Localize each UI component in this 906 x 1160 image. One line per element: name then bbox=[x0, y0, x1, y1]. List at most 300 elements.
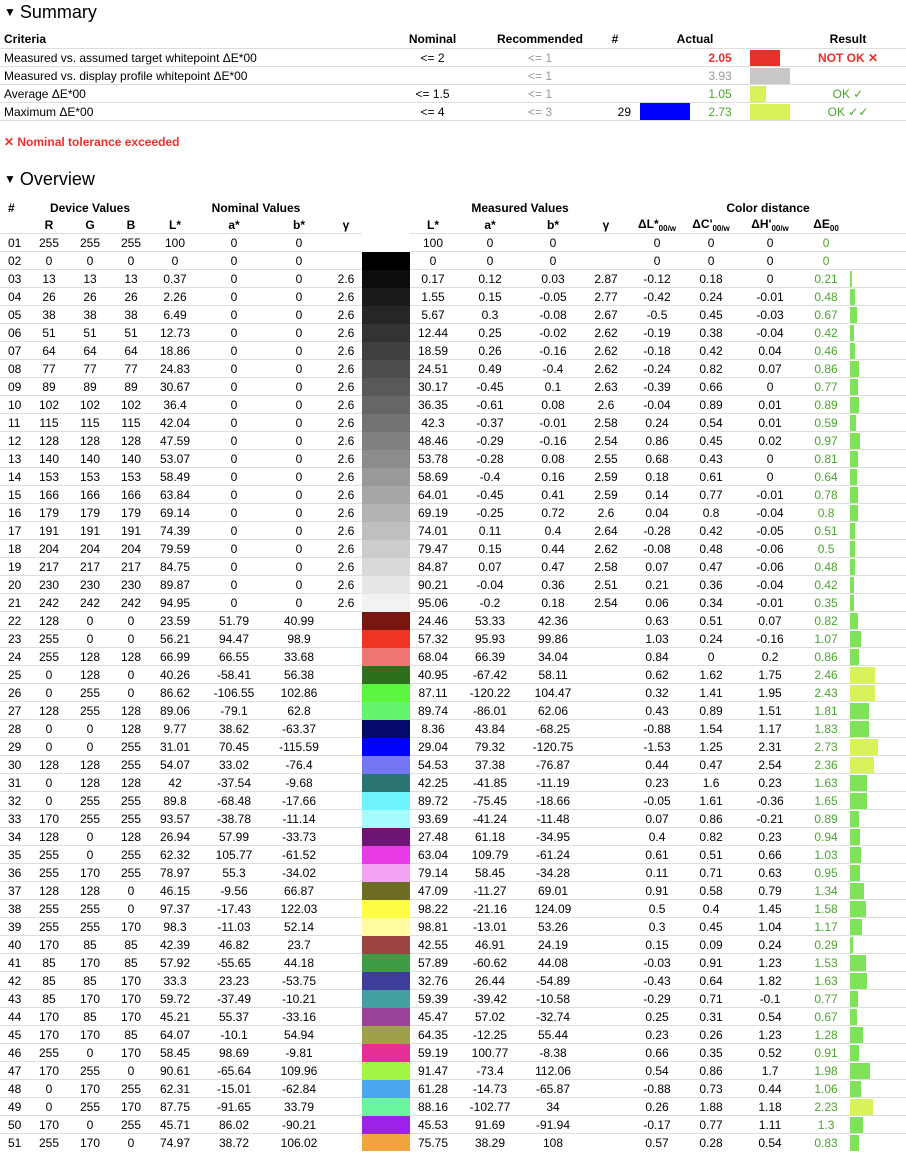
cell-r: 0 bbox=[30, 684, 68, 702]
cell-delta-h: 0.04 bbox=[738, 342, 802, 360]
cell-measured-l: 68.04 bbox=[410, 648, 456, 666]
cell-delta-h: 0.24 bbox=[738, 936, 802, 954]
cell-delta-e: 1.53 bbox=[802, 954, 850, 972]
delta-e-bar bbox=[850, 558, 906, 576]
delta-e-bar bbox=[850, 882, 906, 900]
cell-nominal-b: 44.18 bbox=[268, 954, 330, 972]
delta-e-bar-fill bbox=[850, 1099, 873, 1115]
delta-e-bar-fill bbox=[850, 847, 861, 863]
cell-num: 15 bbox=[0, 486, 30, 504]
cell-r: 255 bbox=[30, 630, 68, 648]
cell-measured-a: -39.42 bbox=[456, 990, 524, 1008]
overview-row bbox=[0, 486, 906, 504]
cell-nominal-a: 0 bbox=[200, 342, 268, 360]
cell-num: 17 bbox=[0, 522, 30, 540]
cell-measured-b: -11.19 bbox=[524, 774, 582, 792]
delta-h-header: $\Delta H'_{00/w}$ bbox=[751, 216, 789, 233]
cell-measured-a: 0 bbox=[456, 234, 524, 252]
cell-nominal-gamma bbox=[330, 792, 362, 810]
cell-nominal-gamma bbox=[330, 756, 362, 774]
cell-nominal-b: 0 bbox=[268, 540, 330, 558]
cell-r: 0 bbox=[30, 252, 68, 270]
cell-nominal-a: 0 bbox=[200, 594, 268, 612]
cell-num: 02 bbox=[0, 252, 30, 270]
cell-delta-e: 0.67 bbox=[802, 306, 850, 324]
cell-nominal-a: 0 bbox=[200, 378, 268, 396]
cell-measured-l: 63.04 bbox=[410, 846, 456, 864]
cell-g: 0 bbox=[68, 720, 112, 738]
cell-num: 23 bbox=[0, 630, 30, 648]
cell-nominal-a: 0 bbox=[200, 414, 268, 432]
cell-delta-e: 1.65 bbox=[802, 792, 850, 810]
cell-nominal-b: 0 bbox=[268, 270, 330, 288]
cell-nominal-a: -37.54 bbox=[200, 774, 268, 792]
cell-num: 31 bbox=[0, 774, 30, 792]
cell-swatch bbox=[362, 918, 410, 936]
cell-nominal-b: 23.7 bbox=[268, 936, 330, 954]
delta-e-bar bbox=[850, 270, 906, 288]
summary-actual: 3.93 bbox=[690, 67, 750, 85]
cell-swatch bbox=[362, 1098, 410, 1116]
summary-swatch-block bbox=[640, 85, 690, 103]
cell-delta-e: 1.83 bbox=[802, 720, 850, 738]
cell-g: 0 bbox=[68, 738, 112, 756]
cell-nominal-l: 59.72 bbox=[150, 990, 200, 1008]
cell-measured-a: 26.44 bbox=[456, 972, 524, 990]
summary-recommended: <= 1 bbox=[485, 85, 595, 103]
cell-delta-h: 1.04 bbox=[738, 918, 802, 936]
cell-measured-l: 57.32 bbox=[410, 630, 456, 648]
cell-measured-b: 0.41 bbox=[524, 486, 582, 504]
cell-measured-l: 42.3 bbox=[410, 414, 456, 432]
cell-delta-l: 0.24 bbox=[630, 414, 684, 432]
cell-num: 43 bbox=[0, 990, 30, 1008]
cell-delta-l: 0.3 bbox=[630, 918, 684, 936]
cell-delta-l: 0 bbox=[630, 252, 684, 270]
cell-measured-b: 0.36 bbox=[524, 576, 582, 594]
cell-nominal-gamma: 2.6 bbox=[330, 324, 362, 342]
cell-nominal-gamma bbox=[330, 720, 362, 738]
cell-delta-c: 0.71 bbox=[684, 864, 738, 882]
cell-delta-e: 0.42 bbox=[802, 324, 850, 342]
cell-nominal-l: 58.49 bbox=[150, 468, 200, 486]
cell-delta-h: 0.54 bbox=[738, 1134, 802, 1152]
delta-e-bar-fill bbox=[850, 1045, 859, 1061]
cell-measured-gamma bbox=[582, 720, 630, 738]
cell-nominal-b: 33.79 bbox=[268, 1098, 330, 1116]
cell-nominal-b: -34.02 bbox=[268, 864, 330, 882]
cell-swatch bbox=[362, 972, 410, 990]
cell-measured-l: 40.95 bbox=[410, 666, 456, 684]
cell-measured-l: 89.72 bbox=[410, 792, 456, 810]
cell-nominal-b: 0 bbox=[268, 306, 330, 324]
cell-swatch bbox=[362, 270, 410, 288]
cell-measured-a: -86.01 bbox=[456, 702, 524, 720]
cell-delta-c: 1.6 bbox=[684, 774, 738, 792]
g-header: G bbox=[85, 217, 95, 232]
cell-r: 255 bbox=[30, 234, 68, 252]
delta-e-bar-fill bbox=[850, 937, 853, 953]
cell-r: 128 bbox=[30, 756, 68, 774]
cell-b: 217 bbox=[112, 558, 150, 576]
delta-e-bar bbox=[850, 684, 906, 702]
cell-g: 255 bbox=[68, 792, 112, 810]
overview-row bbox=[0, 810, 906, 828]
cell-num: 46 bbox=[0, 1044, 30, 1062]
cell-nominal-b: -53.75 bbox=[268, 972, 330, 990]
cell-measured-b: 99.86 bbox=[524, 630, 582, 648]
cell-swatch bbox=[362, 612, 410, 630]
cell-nominal-a: 66.55 bbox=[200, 648, 268, 666]
cell-nominal-a: -68.48 bbox=[200, 792, 268, 810]
cell-measured-l: 12.44 bbox=[410, 324, 456, 342]
cell-measured-b: -91.94 bbox=[524, 1116, 582, 1134]
cell-b: 179 bbox=[112, 504, 150, 522]
cell-delta-l: 0.86 bbox=[630, 432, 684, 450]
cell-r: 242 bbox=[30, 594, 68, 612]
cell-g: 0 bbox=[68, 612, 112, 630]
delta-e-bar-fill bbox=[850, 631, 861, 647]
cell-nominal-l: 93.57 bbox=[150, 810, 200, 828]
summary-bar-fill bbox=[750, 86, 766, 102]
cell-delta-h: -0.01 bbox=[738, 486, 802, 504]
measured-l-header: L* bbox=[427, 217, 440, 232]
cell-nominal-a: 0 bbox=[200, 252, 268, 270]
cell-measured-l: 45.53 bbox=[410, 1116, 456, 1134]
cell-num: 20 bbox=[0, 576, 30, 594]
overview-row bbox=[0, 540, 906, 558]
cell-measured-a: -12.25 bbox=[456, 1026, 524, 1044]
delta-e-bar bbox=[850, 828, 906, 846]
cell-g: 115 bbox=[68, 414, 112, 432]
cell-measured-gamma: 2.6 bbox=[582, 504, 630, 522]
cell-delta-l: -0.18 bbox=[630, 342, 684, 360]
cell-delta-l: 0.15 bbox=[630, 936, 684, 954]
cell-nominal-l: 42 bbox=[150, 774, 200, 792]
cell-measured-a: -0.25 bbox=[456, 504, 524, 522]
cell-b: 0 bbox=[112, 630, 150, 648]
cell-delta-e: 0.48 bbox=[802, 288, 850, 306]
cell-r: 255 bbox=[30, 1134, 68, 1152]
cell-nominal-a: 0 bbox=[200, 306, 268, 324]
cell-num: 41 bbox=[0, 954, 30, 972]
cell-delta-h: 0.02 bbox=[738, 432, 802, 450]
cell-delta-h: 0.63 bbox=[738, 864, 802, 882]
cell-nominal-a: -15.01 bbox=[200, 1080, 268, 1098]
cell-r: 89 bbox=[30, 378, 68, 396]
cell-measured-a: -0.61 bbox=[456, 396, 524, 414]
cell-measured-a: 91.69 bbox=[456, 1116, 524, 1134]
cell-delta-c: 0.73 bbox=[684, 1080, 738, 1098]
cell-delta-e: 0.95 bbox=[802, 864, 850, 882]
delta-e-bar-fill bbox=[850, 433, 860, 449]
overview-row bbox=[0, 342, 906, 360]
cell-measured-gamma bbox=[582, 1080, 630, 1098]
cell-measured-l: 24.46 bbox=[410, 612, 456, 630]
cell-measured-gamma bbox=[582, 954, 630, 972]
delta-e-bar bbox=[850, 1062, 906, 1080]
summary-actual: 1.05 bbox=[690, 85, 750, 103]
cell-measured-a: 79.32 bbox=[456, 738, 524, 756]
cell-delta-c: 0 bbox=[684, 234, 738, 252]
num-header: # bbox=[8, 200, 15, 215]
cell-delta-h: 0.52 bbox=[738, 1044, 802, 1062]
cell-measured-a: 100.77 bbox=[456, 1044, 524, 1062]
summary-bar bbox=[750, 103, 790, 121]
cell-delta-l: 0.14 bbox=[630, 486, 684, 504]
cell-delta-c: 0.4 bbox=[684, 900, 738, 918]
cell-b: 255 bbox=[112, 756, 150, 774]
cell-delta-e: 1.63 bbox=[802, 972, 850, 990]
cell-b: 13 bbox=[112, 270, 150, 288]
cell-g: 170 bbox=[68, 864, 112, 882]
cell-delta-e: 1.17 bbox=[802, 918, 850, 936]
collapse-triangle-icon[interactable]: ▼ bbox=[4, 5, 16, 19]
cell-b: 128 bbox=[112, 648, 150, 666]
measured-b-header: b* bbox=[547, 217, 560, 232]
cell-measured-gamma bbox=[582, 990, 630, 1008]
cell-r: 170 bbox=[30, 1026, 68, 1044]
overview-row bbox=[0, 738, 906, 756]
summary-criteria: Measured vs. assumed target whitepoint ΔE*00 bbox=[0, 49, 380, 67]
cell-delta-e: 0.78 bbox=[802, 486, 850, 504]
cell-num: 32 bbox=[0, 792, 30, 810]
cell-b: 85 bbox=[112, 954, 150, 972]
delta-e-bar-fill bbox=[850, 955, 866, 971]
cell-delta-l: 0.25 bbox=[630, 1008, 684, 1026]
cell-nominal-a: 23.23 bbox=[200, 972, 268, 990]
cell-nominal-l: 46.15 bbox=[150, 882, 200, 900]
cell-g: 170 bbox=[68, 1134, 112, 1152]
delta-e-bar-fill bbox=[850, 991, 858, 1007]
cell-num: 50 bbox=[0, 1116, 30, 1134]
cell-delta-c: 1.54 bbox=[684, 720, 738, 738]
cell-nominal-gamma bbox=[330, 1062, 362, 1080]
cell-swatch bbox=[362, 360, 410, 378]
cell-nominal-l: 12.73 bbox=[150, 324, 200, 342]
cell-nominal-gamma bbox=[330, 918, 362, 936]
cell-g: 255 bbox=[68, 1098, 112, 1116]
cell-r: 115 bbox=[30, 414, 68, 432]
cell-nominal-a: 38.62 bbox=[200, 720, 268, 738]
cell-delta-l: 0.61 bbox=[630, 846, 684, 864]
cell-nominal-l: 89.8 bbox=[150, 792, 200, 810]
cell-delta-e: 0.48 bbox=[802, 558, 850, 576]
cell-nominal-b: 0 bbox=[268, 486, 330, 504]
overview-row bbox=[0, 1062, 906, 1080]
cell-nominal-l: 86.62 bbox=[150, 684, 200, 702]
cell-b: 128 bbox=[112, 702, 150, 720]
delta-e-bar bbox=[850, 252, 906, 270]
cell-measured-b: 0.08 bbox=[524, 450, 582, 468]
cell-num: 12 bbox=[0, 432, 30, 450]
cell-measured-gamma bbox=[582, 972, 630, 990]
cell-delta-l: -0.03 bbox=[630, 954, 684, 972]
cell-delta-c: 0.47 bbox=[684, 558, 738, 576]
cell-measured-a: -0.45 bbox=[456, 486, 524, 504]
cell-nominal-a: 51.79 bbox=[200, 612, 268, 630]
cell-delta-h: 0 bbox=[738, 450, 802, 468]
cell-nominal-a: 86.02 bbox=[200, 1116, 268, 1134]
cell-nominal-b: 109.96 bbox=[268, 1062, 330, 1080]
cell-delta-c: 0.38 bbox=[684, 324, 738, 342]
cell-num: 27 bbox=[0, 702, 30, 720]
cell-measured-b: 34.04 bbox=[524, 648, 582, 666]
cell-delta-l: -0.88 bbox=[630, 720, 684, 738]
cell-nominal-gamma bbox=[330, 702, 362, 720]
cell-g: 255 bbox=[68, 810, 112, 828]
cell-delta-l: 0.23 bbox=[630, 774, 684, 792]
cell-r: 0 bbox=[30, 774, 68, 792]
cell-nominal-b: 0 bbox=[268, 396, 330, 414]
cell-measured-a: -75.45 bbox=[456, 792, 524, 810]
cell-measured-l: 48.46 bbox=[410, 432, 456, 450]
cell-delta-l: 0.32 bbox=[630, 684, 684, 702]
cell-measured-l: 84.87 bbox=[410, 558, 456, 576]
cell-swatch bbox=[362, 540, 410, 558]
cell-nominal-gamma bbox=[330, 738, 362, 756]
delta-e-bar bbox=[850, 450, 906, 468]
cell-delta-h: -0.1 bbox=[738, 990, 802, 1008]
cell-measured-b: -0.01 bbox=[524, 414, 582, 432]
cell-swatch bbox=[362, 324, 410, 342]
summary-heading[interactable] bbox=[0, 0, 97, 24]
cell-delta-h: 1.17 bbox=[738, 720, 802, 738]
cell-num: 48 bbox=[0, 1080, 30, 1098]
cell-measured-a: -41.24 bbox=[456, 810, 524, 828]
cell-measured-b: 0 bbox=[524, 252, 582, 270]
cell-measured-gamma bbox=[582, 1098, 630, 1116]
summary-nominal: <= 4 bbox=[380, 103, 485, 121]
cell-swatch bbox=[362, 1008, 410, 1026]
cell-g: 51 bbox=[68, 324, 112, 342]
summary-recommended: <= 1 bbox=[485, 67, 595, 85]
actual-header: Actual bbox=[676, 32, 714, 46]
cell-nominal-gamma bbox=[330, 1116, 362, 1134]
cell-measured-a: 0.12 bbox=[456, 270, 524, 288]
overview-heading[interactable] bbox=[0, 167, 95, 191]
cell-measured-a: 0.3 bbox=[456, 306, 524, 324]
cell-delta-h: -0.04 bbox=[738, 324, 802, 342]
cell-delta-h: 1.23 bbox=[738, 954, 802, 972]
cell-delta-e: 0.46 bbox=[802, 342, 850, 360]
cell-num: 47 bbox=[0, 1062, 30, 1080]
summary-bar bbox=[750, 85, 790, 103]
cell-swatch bbox=[362, 1134, 410, 1152]
result-header: Result bbox=[829, 32, 867, 46]
cell-swatch bbox=[362, 252, 410, 270]
summary-criteria: Average ΔE*00 bbox=[0, 85, 380, 103]
cell-delta-c: 0.35 bbox=[684, 1044, 738, 1062]
cell-g: 204 bbox=[68, 540, 112, 558]
cell-r: 0 bbox=[30, 738, 68, 756]
cell-b: 0 bbox=[112, 1062, 150, 1080]
cell-delta-l: -0.19 bbox=[630, 324, 684, 342]
cell-nominal-gamma bbox=[330, 666, 362, 684]
cell-measured-l: 91.47 bbox=[410, 1062, 456, 1080]
cell-measured-l: 59.19 bbox=[410, 1044, 456, 1062]
collapse-triangle-icon[interactable]: ▼ bbox=[4, 172, 16, 186]
delta-e-header: $\Delta E_{00}$ bbox=[813, 216, 839, 233]
cell-nominal-b: 0 bbox=[268, 324, 330, 342]
cell-delta-h: 0.23 bbox=[738, 774, 802, 792]
cell-measured-gamma: 2.62 bbox=[582, 540, 630, 558]
cell-delta-c: 0 bbox=[684, 648, 738, 666]
overview-row bbox=[0, 1008, 906, 1026]
summary-recommended: <= 3 bbox=[485, 103, 595, 121]
cell-nominal-b: 0 bbox=[268, 594, 330, 612]
cell-r: 128 bbox=[30, 432, 68, 450]
cell-measured-gamma bbox=[582, 1008, 630, 1026]
cell-swatch bbox=[362, 702, 410, 720]
cell-measured-gamma bbox=[582, 648, 630, 666]
delta-e-bar-fill bbox=[850, 307, 857, 323]
cell-delta-h: -0.04 bbox=[738, 504, 802, 522]
cell-measured-l: 36.35 bbox=[410, 396, 456, 414]
summary-row bbox=[0, 85, 906, 103]
cell-measured-b: -10.58 bbox=[524, 990, 582, 1008]
cell-num: 29 bbox=[0, 738, 30, 756]
cell-swatch bbox=[362, 342, 410, 360]
cell-measured-b: 108 bbox=[524, 1134, 582, 1152]
cell-swatch bbox=[362, 432, 410, 450]
cell-b: 128 bbox=[112, 432, 150, 450]
delta-e-bar bbox=[850, 288, 906, 306]
summary-swatch-block bbox=[640, 103, 690, 121]
overview-row bbox=[0, 252, 906, 270]
cell-b: 0 bbox=[112, 684, 150, 702]
summary-bar bbox=[750, 67, 790, 85]
cell-swatch bbox=[362, 1080, 410, 1098]
cell-b: 255 bbox=[112, 1080, 150, 1098]
cell-measured-l: 53.78 bbox=[410, 450, 456, 468]
cell-measured-a: 0.11 bbox=[456, 522, 524, 540]
nominal-gamma-header: γ bbox=[342, 217, 350, 232]
overview-row bbox=[0, 720, 906, 738]
cell-nominal-l: 45.21 bbox=[150, 1008, 200, 1026]
cell-b: 0 bbox=[112, 900, 150, 918]
cell-delta-e: 1.06 bbox=[802, 1080, 850, 1098]
cell-measured-a: 95.93 bbox=[456, 630, 524, 648]
delta-e-bar bbox=[850, 486, 906, 504]
cell-measured-gamma: 2.6 bbox=[582, 396, 630, 414]
cell-measured-a: 57.02 bbox=[456, 1008, 524, 1026]
cell-measured-l: 24.51 bbox=[410, 360, 456, 378]
summary-criteria: Measured vs. display profile whitepoint ΔE*00 bbox=[0, 67, 380, 85]
cell-r: 140 bbox=[30, 450, 68, 468]
delta-e-bar bbox=[850, 1098, 906, 1116]
delta-e-bar bbox=[850, 756, 906, 774]
delta-e-bar-fill bbox=[850, 523, 855, 539]
delta-e-bar-fill bbox=[850, 811, 859, 827]
delta-e-bar bbox=[850, 1080, 906, 1098]
cell-r: 128 bbox=[30, 702, 68, 720]
cell-swatch bbox=[362, 630, 410, 648]
cell-nominal-b: 106.02 bbox=[268, 1134, 330, 1152]
cell-r: 170 bbox=[30, 810, 68, 828]
cell-r: 0 bbox=[30, 1098, 68, 1116]
cell-measured-b: 69.01 bbox=[524, 882, 582, 900]
cell-nominal-l: 62.31 bbox=[150, 1080, 200, 1098]
cell-delta-c: 0.82 bbox=[684, 828, 738, 846]
cell-g: 102 bbox=[68, 396, 112, 414]
cell-delta-h: 0.23 bbox=[738, 828, 802, 846]
cell-delta-c: 0.45 bbox=[684, 918, 738, 936]
cell-delta-h: 2.31 bbox=[738, 738, 802, 756]
cell-nominal-gamma bbox=[330, 846, 362, 864]
cell-delta-e: 0.35 bbox=[802, 594, 850, 612]
cell-measured-l: 64.35 bbox=[410, 1026, 456, 1044]
